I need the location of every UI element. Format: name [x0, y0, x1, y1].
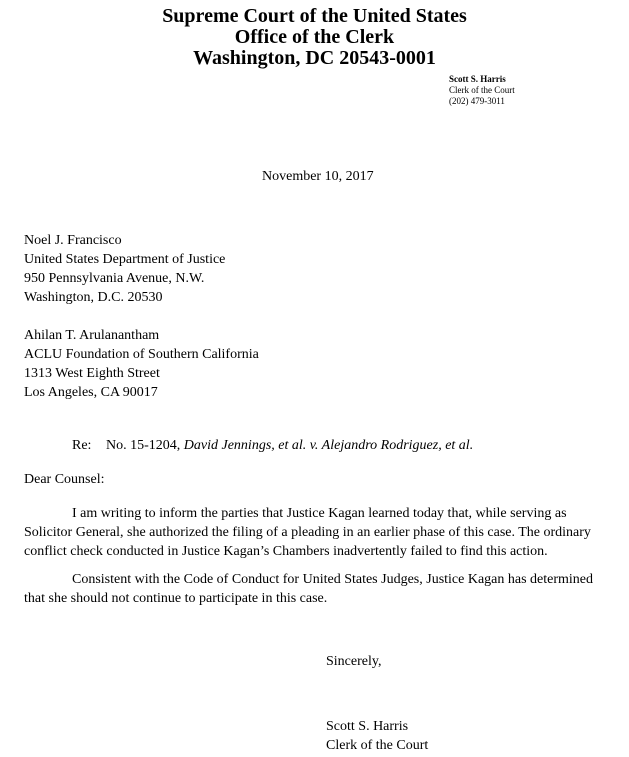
paragraph-text: I am writing to inform the parties that Justice Kagan learned today that, while serving as Solicitor General, she authorized the filing of a pleading in an earlier phase of this case. The ordinary conflict check conducted in Justice Kagan’s Chambers inadvertently failed to find this action.: [24, 506, 591, 559]
letterhead-address: Washington, DC 20543-0001: [193, 47, 436, 69]
clerk-phone: (202) 479-3011: [449, 96, 505, 106]
clerk-name: Scott S. Harris: [449, 74, 506, 84]
recipient-org: United States Department of Justice: [24, 252, 226, 267]
recipient-street: 1313 West Eighth Street: [24, 366, 160, 381]
closing: Sincerely,: [326, 654, 382, 669]
recipient-street: 950 Pennsylvania Avenue, N.W.: [24, 271, 205, 286]
re-line: [72, 436, 473, 455]
re-label: Re:: [72, 438, 92, 453]
letterhead-court: Supreme Court of the United States: [162, 5, 467, 27]
signature-name: Scott S. Harris: [326, 719, 409, 734]
re-case-name: David Jennings, et al. v. Alejandro Rodriguez, et al.: [183, 438, 474, 453]
recipient-address: [24, 326, 259, 402]
recipient-name: Ahilan T. Arulanantham: [24, 328, 160, 343]
re-case-number: No. 15-1204,: [106, 438, 181, 453]
letterhead-office: Office of the Clerk: [234, 26, 395, 48]
clerk-title: Clerk of the Court: [449, 85, 515, 95]
recipient-org: ACLU Foundation of Southern California: [24, 347, 259, 362]
signature-block: [326, 717, 428, 755]
recipient-city: Los Angeles, CA 90017: [24, 385, 158, 400]
signature-title: Clerk of the Court: [326, 738, 429, 753]
body-paragraph: [24, 570, 614, 608]
salutation: Dear Counsel:: [24, 472, 105, 487]
clerk-info: [449, 74, 515, 107]
recipient-address: [24, 231, 225, 307]
paragraph-text: Consistent with the Code of Conduct for United States Judges, Justice Kagan has determined that she should not continue to participate in this case.: [24, 572, 594, 606]
letter-date: November 10, 2017: [262, 169, 374, 184]
recipient-city: Washington, D.C. 20530: [24, 290, 163, 305]
recipient-name: Noel J. Francisco: [24, 233, 122, 248]
body-paragraph: [24, 504, 614, 561]
